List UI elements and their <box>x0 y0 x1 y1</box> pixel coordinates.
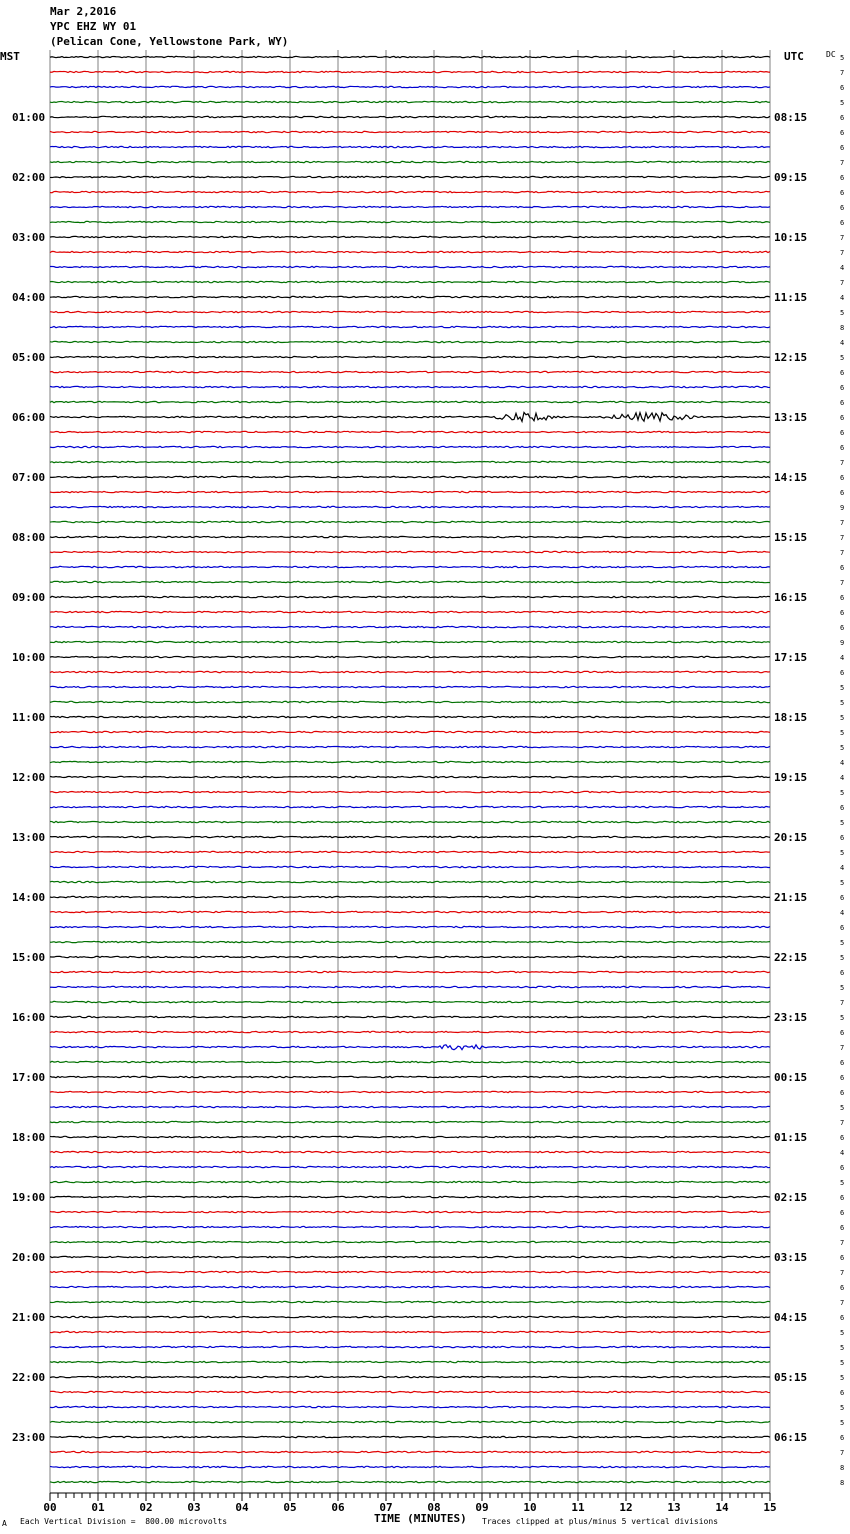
dc-value: 6 <box>840 1074 845 1082</box>
left-time-label: 05:00 <box>12 351 46 364</box>
trace-line <box>50 412 770 421</box>
right-time-label: 18:15 <box>774 711 808 724</box>
dc-value: 5 <box>840 954 845 962</box>
trace-line <box>50 1316 770 1317</box>
dc-value: 6 <box>840 84 845 92</box>
right-time-label: 09:15 <box>774 171 808 184</box>
trace-line <box>50 881 770 882</box>
trace-line <box>50 716 770 717</box>
dc-value: 6 <box>840 1059 845 1067</box>
trace-line <box>50 1061 770 1062</box>
dc-value: 4 <box>840 864 845 872</box>
dc-value: 7 <box>840 1119 845 1127</box>
dc-value: 7 <box>840 549 845 557</box>
trace-line <box>50 371 770 372</box>
x-tick-label: 06 <box>331 1501 345 1514</box>
dc-value: 5 <box>840 849 845 857</box>
dc-value: 6 <box>840 1254 845 1262</box>
trace-line <box>50 71 770 72</box>
left-time-label: 13:00 <box>12 831 46 844</box>
trace-line <box>50 446 770 447</box>
trace-line <box>50 1436 770 1437</box>
dc-label: DC <box>826 50 836 59</box>
location-label: (Pelican Cone, Yellowstone Park, WY) <box>50 35 289 48</box>
dc-value: 7 <box>840 999 845 1007</box>
x-tick-label: 13 <box>667 1501 681 1514</box>
station-label: YPC EHZ WY 01 <box>50 20 137 33</box>
dc-value: 5 <box>840 1419 845 1427</box>
x-tick-label: 01 <box>91 1501 105 1514</box>
right-time-label: 13:15 <box>774 411 808 424</box>
trace-line <box>50 776 770 777</box>
dc-value: 5 <box>840 819 845 827</box>
trace-line <box>50 1301 770 1302</box>
trace-line <box>50 686 770 687</box>
dc-value: 7 <box>840 1449 845 1457</box>
dc-value: 4 <box>840 264 845 272</box>
dc-value: 6 <box>840 129 845 137</box>
dc-value: 5 <box>840 1344 845 1352</box>
right-time-label: 12:15 <box>774 351 808 364</box>
dc-value: 6 <box>840 894 845 902</box>
trace-line <box>50 536 770 537</box>
trace-line <box>50 1346 770 1347</box>
trace-line <box>50 806 770 807</box>
right-time-label: 03:15 <box>774 1251 808 1264</box>
trace-line <box>50 626 770 627</box>
dc-value: 4 <box>840 294 845 302</box>
trace-line <box>50 86 770 87</box>
dc-value: 6 <box>840 609 845 617</box>
trace-line <box>50 746 770 747</box>
dc-value: 4 <box>840 339 845 347</box>
trace-line <box>50 1481 770 1482</box>
dc-value: 6 <box>840 624 845 632</box>
dc-value: 5 <box>840 939 845 947</box>
dc-value: 7 <box>840 159 845 167</box>
left-time-label: 06:00 <box>12 411 46 424</box>
dc-value: 5 <box>840 1104 845 1112</box>
dc-value: 5 <box>840 1374 845 1382</box>
dc-value: 6 <box>840 219 845 227</box>
dc-value: 6 <box>840 144 845 152</box>
trace-line <box>50 896 770 897</box>
trace-line <box>50 866 770 867</box>
trace-line <box>50 1031 770 1032</box>
dc-value: 6 <box>840 1029 845 1037</box>
x-tick-label: 11 <box>571 1501 585 1514</box>
dc-value: 6 <box>840 369 845 377</box>
trace-line <box>50 1391 770 1392</box>
dc-value: 6 <box>840 1314 845 1322</box>
trace-line <box>50 311 770 312</box>
trace-line <box>50 731 770 732</box>
trace-line <box>50 1136 770 1137</box>
trace-line <box>50 506 770 507</box>
right-time-label: 08:15 <box>774 111 808 124</box>
x-tick-label: 04 <box>235 1501 249 1514</box>
right-time-label: 02:15 <box>774 1191 808 1204</box>
trace-line <box>50 1106 770 1107</box>
trace-line <box>50 1076 770 1077</box>
right-time-label: 04:15 <box>774 1311 808 1324</box>
left-time-label: 20:00 <box>12 1251 46 1264</box>
dc-value: 6 <box>840 174 845 182</box>
dc-value: 6 <box>840 924 845 932</box>
trace-line <box>50 1331 770 1332</box>
dc-value: 7 <box>840 534 845 542</box>
right-time-label: 14:15 <box>774 471 808 484</box>
left-time-label: 21:00 <box>12 1311 46 1324</box>
trace-line <box>50 521 770 522</box>
left-time-label: 17:00 <box>12 1071 46 1084</box>
right-time-label: 15:15 <box>774 531 808 544</box>
right-time-label: 10:15 <box>774 231 808 244</box>
x-tick-label: 00 <box>43 1501 57 1514</box>
left-time-label: 03:00 <box>12 231 46 244</box>
dc-value: 6 <box>840 669 845 677</box>
dc-value: 7 <box>840 579 845 587</box>
left-time-label: 19:00 <box>12 1191 46 1204</box>
dc-value: 6 <box>840 114 845 122</box>
dc-value: 7 <box>840 249 845 257</box>
trace-line <box>50 161 770 162</box>
trace-line <box>50 1256 770 1257</box>
dc-value: 8 <box>840 1464 845 1472</box>
trace-line <box>50 581 770 582</box>
right-time-label: 05:15 <box>774 1371 808 1384</box>
trace-line <box>50 1286 770 1287</box>
trace-line <box>50 146 770 147</box>
trace-line <box>50 551 770 552</box>
dc-value: 7 <box>840 1044 845 1052</box>
trace-line <box>50 281 770 282</box>
trace-line <box>50 596 770 597</box>
x-tick-label: 08 <box>427 1501 441 1514</box>
dc-value: 6 <box>840 564 845 572</box>
right-axis-label: UTC <box>784 50 804 63</box>
trace-line <box>50 641 770 642</box>
dc-value: 6 <box>840 399 845 407</box>
dc-value: 4 <box>840 759 845 767</box>
left-axis-label: MST <box>0 50 20 63</box>
trace-line <box>50 56 770 57</box>
trace-line <box>50 1466 770 1467</box>
dc-value: 6 <box>840 1284 845 1292</box>
right-time-label: 23:15 <box>774 1011 808 1024</box>
trace-line <box>50 116 770 117</box>
trace-line <box>50 671 770 672</box>
trace-line <box>50 1045 770 1050</box>
trace-line <box>50 986 770 987</box>
right-time-label: 22:15 <box>774 951 808 964</box>
trace-line <box>50 761 770 762</box>
dc-value: 5 <box>840 54 845 62</box>
dc-value: 7 <box>840 1239 845 1247</box>
right-time-label: 00:15 <box>774 1071 808 1084</box>
dc-value: 4 <box>840 774 845 782</box>
dc-value: 8 <box>840 324 845 332</box>
dc-value: 6 <box>840 414 845 422</box>
dc-value: 6 <box>840 804 845 812</box>
trace-line <box>50 476 770 477</box>
dc-value: 7 <box>840 519 845 527</box>
dc-value: 7 <box>840 459 845 467</box>
right-time-label: 06:15 <box>774 1431 808 1444</box>
left-time-label: 11:00 <box>12 711 46 724</box>
scale-note: Each Vertical Division = 800.00 microvolts <box>20 1517 228 1526</box>
dc-value: 7 <box>840 234 845 242</box>
x-tick-label: 07 <box>379 1501 393 1514</box>
dc-value: 6 <box>840 189 845 197</box>
trace-line <box>50 1406 770 1407</box>
trace-line <box>50 1151 770 1152</box>
trace-line <box>50 1181 770 1182</box>
trace-line <box>50 1001 770 1002</box>
trace-line <box>50 611 770 612</box>
dc-value: 6 <box>840 1164 845 1172</box>
x-tick-label: 09 <box>475 1501 489 1514</box>
dc-value: 6 <box>840 1224 845 1232</box>
trace-line <box>50 296 770 297</box>
left-time-label: 08:00 <box>12 531 46 544</box>
trace-line <box>50 401 770 402</box>
trace-line <box>50 341 770 342</box>
dc-value: 7 <box>840 1299 845 1307</box>
trace-line <box>50 1376 770 1377</box>
left-time-label: 15:00 <box>12 951 46 964</box>
trace-line <box>50 206 770 207</box>
trace-line <box>50 701 770 702</box>
left-time-label: 07:00 <box>12 471 46 484</box>
dc-value: 9 <box>840 639 845 647</box>
dc-value: 9 <box>840 504 845 512</box>
right-time-label: 17:15 <box>774 651 808 664</box>
trace-line <box>50 1211 770 1212</box>
dc-value: 5 <box>840 699 845 707</box>
left-time-label: 01:00 <box>12 111 46 124</box>
dc-value: 6 <box>840 489 845 497</box>
dc-value: 6 <box>840 594 845 602</box>
dc-value: 5 <box>840 1014 845 1022</box>
left-time-label: 22:00 <box>12 1371 46 1384</box>
trace-line <box>50 356 770 357</box>
trace-line <box>50 791 770 792</box>
date-label: Mar 2,2016 <box>50 5 117 18</box>
trace-line <box>50 101 770 102</box>
dc-value: 4 <box>840 1149 845 1157</box>
trace-line <box>50 941 770 942</box>
trace-line <box>50 1421 770 1422</box>
dc-value: 7 <box>840 279 845 287</box>
trace-line <box>50 656 770 657</box>
left-time-label: 10:00 <box>12 651 46 664</box>
trace-line <box>50 251 770 252</box>
trace-line <box>50 491 770 492</box>
trace-line <box>50 1451 770 1452</box>
dc-value: 5 <box>840 879 845 887</box>
right-time-label: 11:15 <box>774 291 808 304</box>
x-tick-label: 12 <box>619 1501 633 1514</box>
trace-line <box>50 821 770 822</box>
dc-value: 5 <box>840 789 845 797</box>
dc-value: 6 <box>840 834 845 842</box>
dc-value: 6 <box>840 429 845 437</box>
dc-value: 7 <box>840 69 845 77</box>
corner-mark: A <box>2 1519 7 1528</box>
trace-line <box>50 1121 770 1122</box>
trace-line <box>50 191 770 192</box>
dc-value: 5 <box>840 99 845 107</box>
trace-line <box>50 1196 770 1197</box>
dc-value: 6 <box>840 969 845 977</box>
dc-value: 7 <box>840 1269 845 1277</box>
dc-value: 5 <box>840 729 845 737</box>
right-time-label: 19:15 <box>774 771 808 784</box>
dc-value: 5 <box>840 744 845 752</box>
x-tick-label: 02 <box>139 1501 153 1514</box>
dc-value: 6 <box>840 1434 845 1442</box>
trace-line <box>50 461 770 462</box>
left-time-label: 18:00 <box>12 1131 46 1144</box>
trace-line <box>50 386 770 387</box>
dc-value: 5 <box>840 354 845 362</box>
dc-value: 5 <box>840 714 845 722</box>
dc-value: 6 <box>840 1389 845 1397</box>
x-tick-label: 03 <box>187 1501 201 1514</box>
dc-value: 5 <box>840 1179 845 1187</box>
dc-value: 5 <box>840 309 845 317</box>
dc-value: 4 <box>840 909 845 917</box>
dc-value: 6 <box>840 1209 845 1217</box>
trace-line <box>50 911 770 912</box>
dc-value: 6 <box>840 1089 845 1097</box>
dc-value: 6 <box>840 474 845 482</box>
left-time-label: 02:00 <box>12 171 46 184</box>
trace-line <box>50 956 770 957</box>
trace-line <box>50 1226 770 1227</box>
trace-line <box>50 1091 770 1092</box>
trace-line <box>50 236 770 237</box>
dc-value: 5 <box>840 984 845 992</box>
trace-line <box>50 851 770 852</box>
trace-line <box>50 971 770 972</box>
trace-line <box>50 1271 770 1272</box>
left-time-label: 09:00 <box>12 591 46 604</box>
trace-line <box>50 1166 770 1167</box>
trace-line <box>50 1361 770 1362</box>
left-time-label: 16:00 <box>12 1011 46 1024</box>
dc-value: 6 <box>840 1194 845 1202</box>
x-axis-label: TIME (MINUTES) <box>374 1512 467 1525</box>
clip-note: Traces clipped at plus/minus 5 vertical divisions <box>482 1517 719 1526</box>
dc-value: 4 <box>840 654 845 662</box>
trace-line <box>50 431 770 432</box>
dc-value: 6 <box>840 1134 845 1142</box>
left-time-label: 23:00 <box>12 1431 46 1444</box>
x-tick-label: 05 <box>283 1501 297 1514</box>
trace-line <box>50 266 770 267</box>
trace-line <box>50 176 770 177</box>
dc-value: 8 <box>840 1479 845 1487</box>
trace-line <box>50 1241 770 1242</box>
dc-value: 5 <box>840 1329 845 1337</box>
trace-line <box>50 836 770 837</box>
trace-line <box>50 566 770 567</box>
left-time-label: 12:00 <box>12 771 46 784</box>
left-time-label: 14:00 <box>12 891 46 904</box>
right-time-label: 21:15 <box>774 891 808 904</box>
dc-value: 6 <box>840 384 845 392</box>
trace-line <box>50 221 770 222</box>
dc-value: 5 <box>840 684 845 692</box>
trace-line <box>50 131 770 132</box>
dc-value: 5 <box>840 1359 845 1367</box>
dc-value: 5 <box>840 1404 845 1412</box>
dc-value: 6 <box>840 204 845 212</box>
right-time-label: 20:15 <box>774 831 808 844</box>
trace-line <box>50 926 770 927</box>
right-time-label: 01:15 <box>774 1131 808 1144</box>
x-tick-label: 14 <box>715 1501 729 1514</box>
trace-line <box>50 1016 770 1017</box>
dc-value: 6 <box>840 444 845 452</box>
trace-line <box>50 326 770 327</box>
right-time-label: 16:15 <box>774 591 808 604</box>
left-time-label: 04:00 <box>12 291 46 304</box>
x-tick-label: 15 <box>763 1501 777 1514</box>
x-tick-label: 10 <box>523 1501 537 1514</box>
